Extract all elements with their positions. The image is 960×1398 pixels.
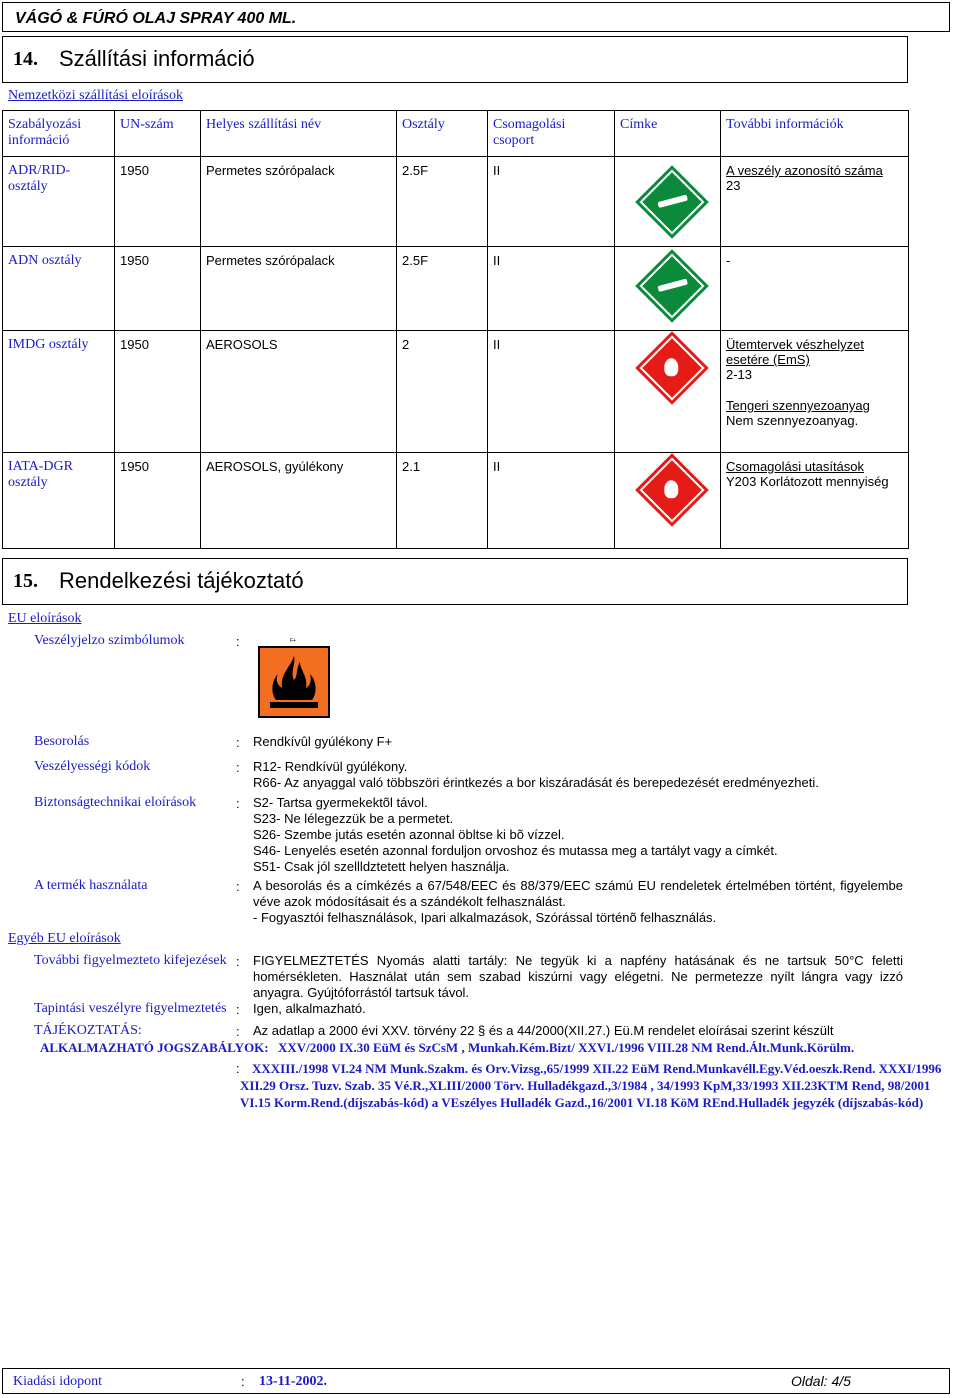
section-15-header (2, 558, 908, 605)
info-line: Ütemtervek vészhelyzet esetére (EmS) (726, 337, 864, 367)
info-line: - (726, 253, 731, 268)
product-use-label: A termék használata (34, 878, 148, 893)
section-title: Szállítási információ (59, 46, 255, 71)
colon: : (236, 954, 240, 969)
info-line: Y203 Korlátozott mennyiség (726, 474, 889, 489)
classification-value: Rendkívûl gyúlékony F+ (253, 734, 393, 749)
safety-phrases-label: Biztonságtechnikai eloírások (34, 795, 197, 810)
info-line: Csomagolási utasítások (726, 459, 865, 474)
info-line: Tengeri szennyezoanyag (726, 398, 870, 413)
row-label-cell (615, 157, 721, 247)
tactile-warning-label: Tapintási veszélyre figyelmeztetés (34, 1001, 227, 1016)
section-number: 14. (13, 48, 38, 70)
document-footer (2, 1368, 950, 1394)
row-packing-group: II (488, 453, 615, 549)
safety-line: S26- Szembe jutás esetén azonnal öbltse ki bõ vízzel. (253, 827, 565, 842)
risk-codes-value (253, 759, 819, 791)
row-class: 2.5F (397, 157, 488, 247)
table-row (3, 157, 909, 247)
row-un-number: 1950 (115, 157, 201, 247)
row-packing-group: II (488, 247, 615, 331)
transport-table (2, 110, 909, 549)
row-class: 2 (397, 331, 488, 453)
section-14-header (2, 36, 908, 83)
colon: : (236, 1061, 240, 1076)
row-regulation: IMDG osztály (3, 331, 115, 453)
use-line: - Fogyasztói felhasználások, Ipari alkalmazások, Szórással történõ felhasználás. (253, 910, 717, 925)
col-header: Osztály (397, 111, 488, 157)
row-shipping-name: Permetes szórópalack (201, 247, 397, 331)
colon: : (236, 735, 240, 750)
orange-flame-hazard-icon (258, 646, 330, 718)
colon: : (236, 634, 240, 649)
information-value: Az adatlap a 2000 évi XXV. törvény 22 § és a 44/2000(XII.27.) Eü.M rendelet eloírásai szerint készült (253, 1023, 834, 1038)
row-shipping-name: AEROSOLS, gyúlékony (201, 453, 397, 549)
row-label-cell (615, 453, 721, 549)
table-row (3, 453, 909, 549)
other-eu-regulations-heading: Egyéb EU eloírások (8, 931, 121, 946)
col-header: UN-szám (115, 111, 201, 157)
row-un-number: 1950 (115, 331, 201, 453)
row-shipping-name: AEROSOLS (201, 331, 397, 453)
product-use-value (253, 878, 903, 926)
col-header: Csomagolási csoport (488, 111, 615, 157)
green-gas-cylinder-icon (639, 169, 704, 234)
use-line: A besorolás és a címkézés a 67/548/EEC és 88/379/EEC számú EU rendeletek értelmében történt, figyelembe véve azok módosításait és a szándékolt felhasználást. (253, 878, 903, 909)
safety-line: S51- Csak jól szellldztetett helyen használja. (253, 859, 510, 874)
row-label-cell (615, 247, 721, 331)
section-number: 15. (13, 570, 38, 592)
green-gas-cylinder-icon (639, 253, 704, 318)
row-label-cell (615, 331, 721, 453)
colon: : (236, 1002, 240, 1017)
classification-label: Besorolás (34, 734, 90, 749)
safety-phrases-value (253, 795, 778, 875)
row-packing-group: II (488, 331, 615, 453)
info-line: 23 (726, 178, 741, 193)
safety-line: S2- Tartsa gyermekektõl távol. (253, 795, 428, 810)
info-spacer (726, 382, 903, 398)
col-header: További információk (721, 111, 909, 157)
table-row (3, 331, 909, 453)
safety-line: S46- Lenyelés esetén azonnal forduljon orvoshoz és mutassa meg a tartályt vagy a címkét. (253, 843, 778, 858)
safety-line: S23- Ne lélegezzük be a permetet. (253, 811, 454, 826)
eu-regulations-heading: EU eloírások (8, 611, 82, 626)
red-flame-icon (639, 457, 704, 522)
colon: : (236, 796, 240, 811)
page-number: Oldal: 4/5 (791, 1373, 851, 1389)
row-class: 2.1 (397, 453, 488, 549)
row-info (721, 453, 909, 549)
colon: : (236, 760, 240, 775)
row-info (721, 247, 909, 331)
applicable-laws-line: XXV/2000 IX.30 EüM és SzCsM , Munkah.Kém.Bizt/ XXVI./1996 VIII.28 NM Rend.Ált.Munk.Körülm. (278, 1040, 855, 1055)
colon: : (236, 879, 240, 894)
info-line: Nem szennyezoanyag. (726, 413, 859, 428)
row-un-number: 1950 (115, 247, 201, 331)
symbol-code: F+ (290, 638, 296, 644)
risk-codes-label: Veszélyességi kódok (34, 759, 151, 774)
hazard-symbols-label: Veszélyjelzo szimbólumok (34, 633, 185, 648)
applicable-laws-label: ALKALMAZHATÓ JOGSZABÁLYOK: (40, 1040, 269, 1055)
transport-table-header (3, 111, 909, 157)
applicable-laws-more: XXXIII./1998 VI.24 NM Munk.Szakm. és Orv.Vizsg.,65/1999 XII.22 EüM Rend.Munkavéll.Egy.Véd.oeszk.Rend. XXXI/1996 XII.29 Orsz. Tuzv. Szab. 35 Vé.R.,XLIII/2000 Törv. Hulladékgazd.,3/1984 , 34/1993 KpM,33/1993 XII.23KTM Rend, 98/2001 VI.15 Korm.Rend.(díjszabás-kód) a VEszélyes Hulladék Gazd.,16/2001 VI.18 KöM REnd.Hulladék jegyzék (díjszabás-kód) (240, 1061, 942, 1110)
risk-line: R12- Rendkívül gyúlékony. (253, 759, 408, 774)
colon: : (236, 1024, 240, 1039)
row-info (721, 157, 909, 247)
tactile-warning-value: Igen, alkalmazható. (253, 1001, 366, 1016)
row-shipping-name: Permetes szórópalack (201, 157, 397, 247)
flame-icon (260, 648, 328, 716)
row-packing-group: II (488, 157, 615, 247)
information-label: TÁJÉKOZTATÁS: (34, 1023, 142, 1038)
row-regulation: IATA-DGR osztály (3, 453, 115, 549)
info-line: A veszély azonosító száma (726, 163, 883, 178)
additional-warnings-label: További figyelmezteto kifejezések (34, 953, 227, 968)
product-title: VÁGÓ & FÚRÓ OLAJ SPRAY 400 ML. (15, 10, 297, 27)
col-header: Helyes szállítási név (201, 111, 397, 157)
col-header: Szabályozási információ (3, 111, 115, 157)
row-un-number: 1950 (115, 453, 201, 549)
table-row (3, 247, 909, 331)
issue-date-value: 13-11-2002. (259, 1374, 328, 1389)
issue-date-label: Kiadási idopont (13, 1374, 103, 1389)
col-header: Címke (615, 111, 721, 157)
colon: : (241, 1374, 245, 1389)
intl-transport-heading: Nemzetközi szállítási eloírások (8, 88, 183, 103)
row-info (721, 331, 909, 453)
risk-line: R66- Az anyaggal való többszöri érintkezés a bor kiszáradását és berepedezését eredményezheti. (253, 775, 819, 790)
row-class: 2.5F (397, 247, 488, 331)
red-flame-icon (639, 335, 704, 400)
document-header (2, 2, 950, 32)
row-regulation: ADN osztály (3, 247, 115, 331)
row-regulation: ADR/RID-osztály (3, 157, 115, 247)
info-line: 2-13 (726, 367, 753, 382)
section-title: Rendelkezési tájékoztató (59, 568, 304, 593)
additional-warnings-value: FIGYELMEZTETÉS Nyomás alatti tartály: Ne tegyük ki a napfény hatásának és ne tartsuk 50°C feletti homérsékleten. Használat után sem szabad kiszúrni vagy elégetni. Ne permetezze nyílt lángra vagy izzó anyagra. Gyújtóforrástól tartsuk távol. (253, 953, 903, 1000)
